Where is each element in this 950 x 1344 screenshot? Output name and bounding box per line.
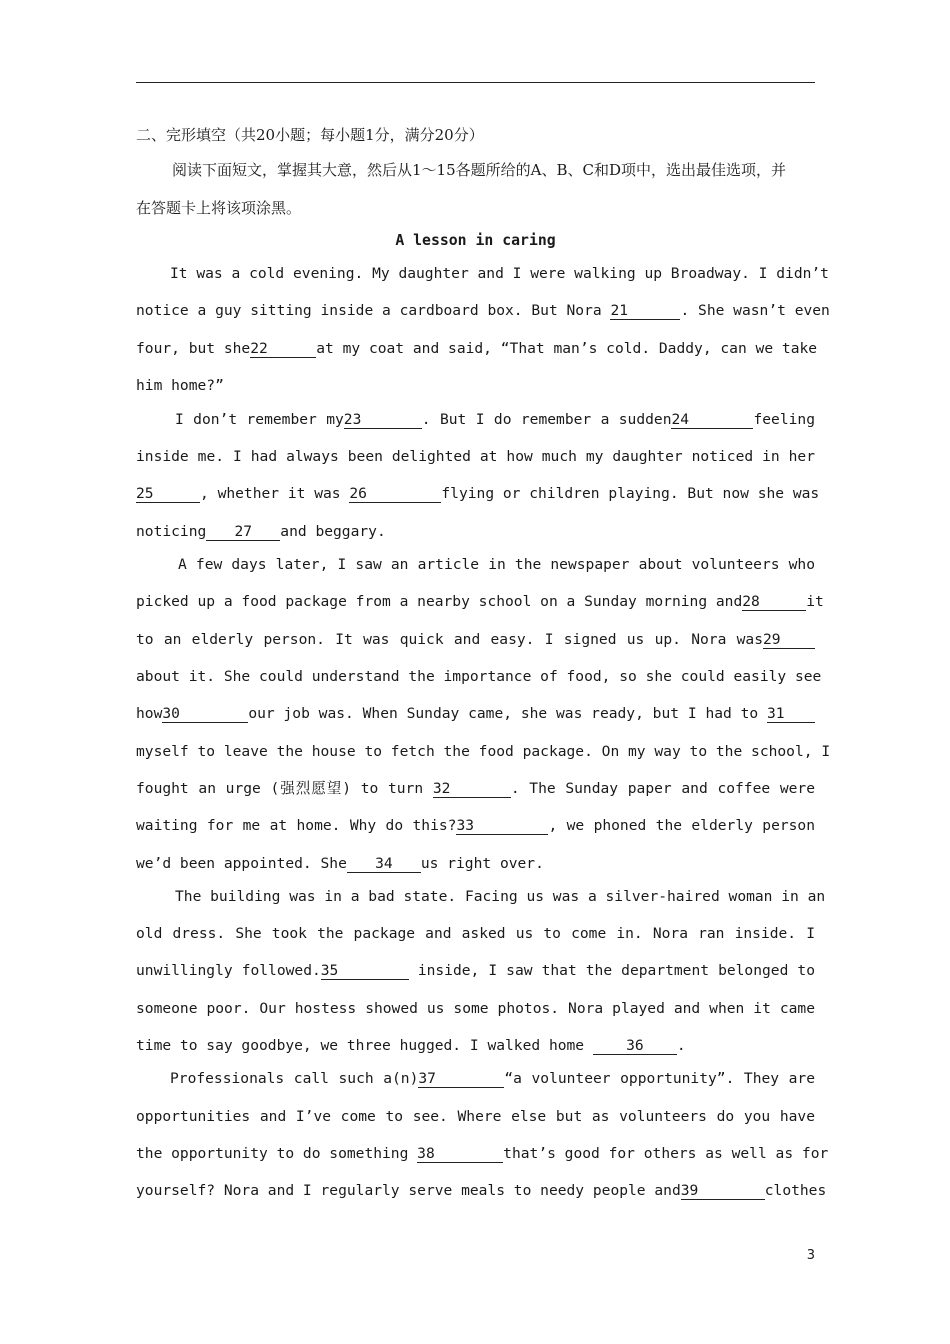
passage-line: inside me. I had always been delighted at how much my daughter noticed in her	[136, 448, 815, 465]
passage-line: A few days later, I saw an article in the newspaper about volunteers who	[178, 556, 815, 573]
blank-38[interactable]: 38	[417, 1145, 503, 1163]
passage-line: It was a cold evening. My daughter and I were walking up Broadway. I didn’t	[170, 265, 829, 282]
blank-24[interactable]: 24	[671, 411, 753, 429]
blank-22[interactable]: 22	[250, 340, 316, 358]
passage-line: old dress. She took the package and asked us to come in. Nora ran inside. I	[136, 925, 815, 942]
passage-line: fought an urge (强烈愿望) to turn 32 . The Sunday paper and coffee were	[136, 780, 816, 797]
passage-line: noticing 27 and beggary.	[136, 523, 386, 540]
passage-line: opportunities and I’ve come to see. Where else but as volunteers do you have	[136, 1108, 815, 1125]
blank-35[interactable]: 35	[321, 962, 409, 980]
blank-23[interactable]: 23	[344, 411, 422, 429]
passage-line: waiting for me at home. Why do this?33 , we phoned the elderly person	[136, 817, 815, 834]
page-number: 3	[806, 1248, 815, 1263]
passage-line: to an elderly person. It was quick and easy. I signed us up. Nora was29	[136, 630, 815, 650]
blank-27[interactable]: 27	[206, 523, 280, 541]
passage-line: we’d been appointed. She 34 us right over.	[136, 855, 544, 872]
passage-line: picked up a food package from a nearby school on a Sunday morning and28 it	[136, 593, 824, 610]
blank-26[interactable]: 26	[349, 485, 441, 503]
passage-line: Professionals call such a(n)37 “a volunteer opportunity”. They are	[170, 1070, 815, 1087]
instruction-line-2: 在答题卡上将该项涂黑。	[136, 199, 302, 217]
blank-33[interactable]: 33	[456, 817, 548, 835]
blank-28[interactable]: 28	[742, 593, 806, 611]
instruction-line-1: 阅读下面短文，掌握其大意，然后从1～15各题所给的A、B、C和D项中，选出最佳选项，并	[172, 161, 786, 179]
passage-line: time to say goodbye, we three hugged. I walked home 36 .	[136, 1037, 686, 1054]
blank-29[interactable]: 29	[763, 631, 815, 649]
blank-31[interactable]: 31	[767, 705, 815, 723]
passage-line: myself to leave the house to fetch the food package. On my way to the school, I	[136, 743, 831, 760]
section-heading: 二、完形填空（共20小题；每小题1分，满分20分）	[136, 126, 484, 144]
header-rule	[136, 82, 815, 83]
passage-line: 25 , whether it was 26 flying or children playing. But now she was	[136, 485, 820, 502]
passage-line: unwillingly followed.35 inside, I saw that the department belonged to	[136, 962, 815, 979]
passage-line: about it. She could understand the importance of food, so she could easily see	[136, 668, 822, 685]
blank-37[interactable]: 37	[418, 1070, 504, 1088]
passage-line: him home?”	[136, 377, 224, 394]
passage-line: yourself? Nora and I regularly serve meals to needy people and39 clothes	[136, 1182, 827, 1199]
blank-21[interactable]: 21	[610, 302, 680, 320]
passage-line: The building was in a bad state. Facing us was a silver-haired woman in an	[175, 888, 826, 905]
passage-line: notice a guy sitting inside a cardboard box. But Nora 21 . She wasn’t even	[136, 302, 830, 319]
passage-title: A lesson in caring	[395, 232, 556, 249]
blank-39[interactable]: 39	[681, 1182, 765, 1200]
passage-line: someone poor. Our hostess showed us some photos. Nora played and when it came	[136, 1000, 815, 1017]
blank-25[interactable]: 25	[136, 485, 200, 503]
blank-34[interactable]: 34	[347, 855, 421, 873]
blank-36[interactable]: 36	[593, 1037, 677, 1055]
passage-line: the opportunity to do something 38 that’s good for others as well as for	[136, 1145, 829, 1162]
blank-32[interactable]: 32	[433, 780, 511, 798]
passage-line: I don’t remember my23 . But I do remember a sudden24 feeling	[175, 411, 815, 428]
passage-line: four, but she22 at my coat and said, “That man’s cold. Daddy, can we take	[136, 340, 818, 357]
blank-30[interactable]: 30	[162, 705, 248, 723]
passage-line: how30 our job was. When Sunday came, she was ready, but I had to 31	[136, 704, 815, 724]
